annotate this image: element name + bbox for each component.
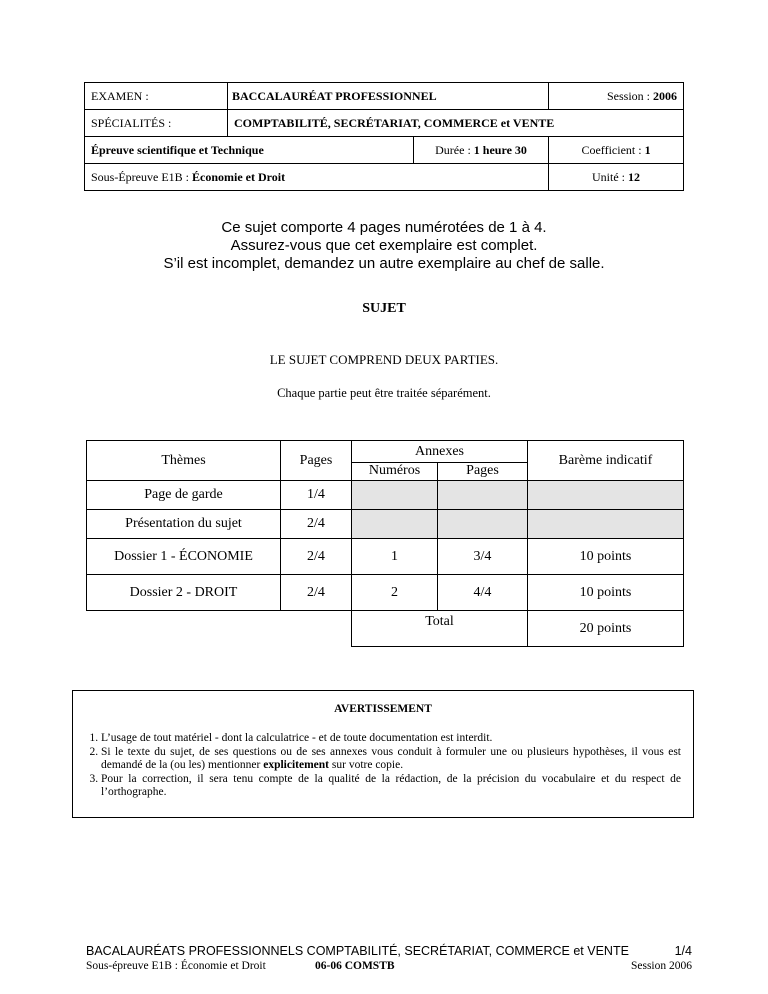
row-bareme: 10 points — [528, 539, 684, 575]
footer-subtitle: Sous-épreuve E1B : Économie et Droit — [86, 960, 266, 972]
row-annex-pages: 3/4 — [438, 539, 528, 575]
examen-text: BACCALAURÉAT PROFESSIONNEL — [232, 88, 437, 103]
item2-emphasis: explicitement — [263, 759, 330, 771]
row-theme: Dossier 1 - ÉCONOMIE — [87, 539, 281, 575]
notice-line-1: Ce sujet comporte 4 pages numérotées de 1 à 4. — [221, 219, 547, 236]
sous-epreuve-cell — [85, 164, 549, 191]
unite-cell — [549, 164, 684, 191]
examen-label: EXAMEN : — [85, 83, 228, 110]
parties-line: LE SUJET COMPREND DEUX PARTIES. — [269, 352, 499, 367]
footer-line-2 — [86, 960, 692, 972]
examen-value — [228, 83, 549, 110]
footer-line-1 — [86, 944, 692, 958]
avertissement-item-2 — [101, 746, 681, 773]
table-row — [87, 510, 684, 539]
specialites-label: SPÉCIALITÉS : — [85, 110, 228, 137]
table-row — [87, 481, 684, 510]
avertissement-box — [72, 690, 694, 818]
total-value: 20 points — [528, 611, 684, 647]
row-annex-number: 2 — [352, 575, 438, 611]
specialites-value: COMPTABILITÉ, SECRÉTARIAT, COMMERCE et VENTE — [228, 110, 684, 137]
coefficient-cell — [549, 137, 684, 164]
separement-line: Chaque partie peut être traitée séparément. — [277, 386, 491, 400]
page-number: 1/4 — [674, 944, 692, 958]
row-annex-pages — [438, 510, 528, 539]
session-label: Session : — [607, 88, 651, 103]
unite-value: 12 — [628, 169, 641, 184]
col-header-bareme: Barème indicatif — [528, 441, 684, 481]
page-count-notice — [0, 219, 768, 273]
footer-title: BACALAURÉATS PROFESSIONNELS COMPTABILITÉ, SECRÉTARIAT, COMMERCE et VENTE — [86, 944, 629, 958]
duree-cell — [414, 137, 549, 164]
sujet-heading: SUJET — [362, 301, 406, 316]
item2-end: sur votre copie. — [329, 759, 404, 771]
avertissement-title: AVERTISSEMENT — [334, 703, 432, 715]
row-bareme — [528, 510, 684, 539]
row-annex-number — [352, 481, 438, 510]
row-annex-number: 1 — [352, 539, 438, 575]
row-pages: 2/4 — [281, 510, 352, 539]
coef-value: 1 — [644, 142, 651, 157]
table-row — [87, 539, 684, 575]
row-theme: Présentation du sujet — [87, 510, 281, 539]
row-pages: 1/4 — [281, 481, 352, 510]
row-theme: Page de garde — [87, 481, 281, 510]
duree-label: Durée : — [435, 142, 471, 157]
col-header-annex-pages: Pages — [438, 463, 528, 481]
epreuve-title: Épreuve scientifique et Technique — [85, 137, 414, 164]
exam-header-table — [84, 82, 684, 191]
empty-cell — [281, 611, 352, 647]
row-annex-pages — [438, 481, 528, 510]
col-header-numeros: Numéros — [352, 463, 438, 481]
footer-code: 06-06 COMSTB — [315, 960, 395, 972]
notice-line-3: S’il est incomplet, demandez un autre exemplaire au chef de salle. — [163, 255, 605, 272]
avertissement-item-1: 1. L’usage de tout matériel - dont la calculatrice - et de toute documentation est interdit. — [101, 732, 681, 746]
table-row — [87, 575, 684, 611]
session-value: 2006 — [653, 88, 678, 103]
avertissement-item-3: 3. Pour la correction, il sera tenu compte de la qualité de la rédaction, de la précision du vocabulaire et du respect de l’orthographe. — [101, 773, 681, 800]
row-theme: Dossier 2 - DROIT — [87, 575, 281, 611]
row-bareme: 10 points — [528, 575, 684, 611]
row-annex-pages: 4/4 — [438, 575, 528, 611]
col-header-themes: Thèmes — [87, 441, 281, 481]
notice-line-2: Assurez-vous que cet exemplaire est complet. — [230, 237, 538, 254]
col-header-annexes: Annexes — [352, 441, 528, 463]
duree-value: 1 heure 30 — [473, 142, 527, 157]
coef-label: Coefficient : — [581, 142, 642, 157]
row-annex-number — [352, 510, 438, 539]
avertissement-list — [73, 732, 693, 800]
unite-label: Unité : — [592, 169, 626, 184]
sujet-table — [86, 440, 684, 647]
item2-text: Si le texte du sujet, de ses questions ou de ses annexes vous conduit à formuler une ou plusieurs hypothèses, il vous est demandé de la (ou les) mentionner — [101, 745, 681, 771]
footer-session: Session 2006 — [630, 960, 692, 972]
empty-cell — [87, 611, 281, 647]
col-header-pages: Pages — [281, 441, 352, 481]
sous-value: Économie et Droit — [192, 169, 286, 184]
row-bareme — [528, 481, 684, 510]
row-pages: 2/4 — [281, 539, 352, 575]
session-cell — [549, 83, 684, 110]
row-pages: 2/4 — [281, 575, 352, 611]
sous-label: Sous-Épreuve E1B : — [91, 169, 189, 184]
total-label: Total — [352, 611, 528, 647]
